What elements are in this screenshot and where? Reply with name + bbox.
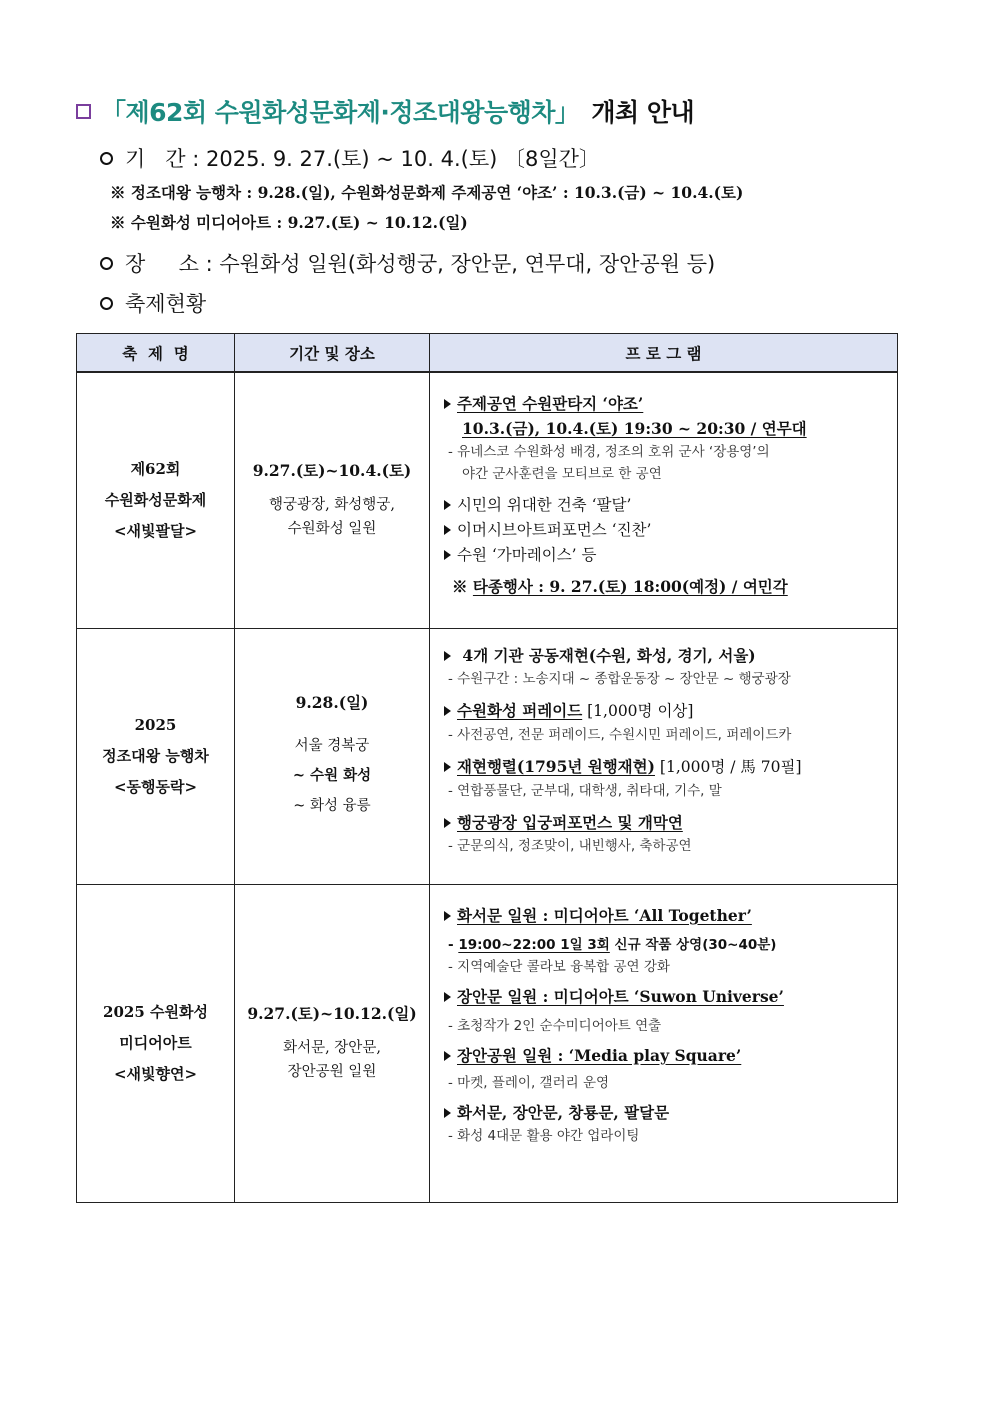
program-sub: - 19:00~22:00 1일 3회 신규 작품 상영(30~40분) — [448, 936, 777, 953]
status-line — [100, 288, 206, 318]
festival-name-cell — [77, 372, 235, 628]
period-place-cell — [235, 628, 430, 884]
period-place-cell — [235, 372, 430, 628]
program-item — [444, 493, 889, 518]
program-item-title: 장안문 일원 : 미디어아트 ‘Suwon Universe’ — [457, 986, 784, 1006]
program-item-title: 수원 ‘가마레이스’ 등 — [457, 546, 597, 564]
triangle-bullet-icon — [444, 706, 451, 716]
note-line-1: ※ 정조대왕 능행차 : 9.28.(일), 수원화성문화제 주제공연 ‘야조’ : 10.3.(금) ~ 10.4.(토) — [110, 183, 744, 202]
note-line-2: ※ 수원화성 미디어아트 : 9.27.(토) ~ 10.12.(일) — [110, 213, 468, 232]
title-suffix: 개최 안내 — [591, 98, 695, 127]
program-item-title: 타종행사 : 9. 27.(토) 18:00(예정) / 여민각 — [472, 577, 788, 596]
program-item-title: 시민의 위대한 건축 ‘팔달’ — [457, 496, 632, 514]
table-header-row — [77, 334, 898, 373]
program-item — [444, 518, 889, 543]
program-item — [444, 698, 889, 724]
festival-place-line: 화서문, 장안문, — [283, 1040, 381, 1056]
program-item — [444, 543, 889, 568]
festival-place-line: ~ 화성 융릉 — [293, 798, 371, 814]
title-main: 「제62회 수원화성문화제·정조대왕능행차」 — [101, 98, 580, 127]
program-item-title: 장안공원 일원 : ‘Media play Square’ — [457, 1045, 742, 1065]
triangle-bullet-icon — [444, 992, 451, 1002]
program-cell — [430, 884, 898, 1202]
festival-name-line: 정조대왕 능행차 — [102, 746, 209, 765]
triangle-bullet-icon — [444, 399, 451, 409]
header-program: 프 로 그 램 — [430, 334, 898, 373]
program-sub: - 사전공연, 전문 퍼레이드, 수원시민 퍼레이드, 퍼레이드카 — [448, 726, 792, 743]
program-item — [444, 391, 889, 416]
program-sub: - 지역예술단 콜라보 융복합 공연 강화 — [448, 958, 670, 975]
festival-name-line: <동행동락> — [113, 777, 198, 796]
program-sub: - 수원구간 : 노송지대 ~ 종합운동장 ~ 장안문 ~ 행궁광장 — [448, 670, 791, 687]
festival-name-line: <새빛향연> — [113, 1064, 198, 1083]
festival-place-line: 서울 경복궁 — [294, 738, 370, 754]
triangle-bullet-icon — [444, 818, 451, 828]
program-item — [444, 1100, 889, 1125]
header-festival-name: 축 제 명 — [77, 334, 235, 373]
program-sub-text: 신규 작품 상영(30~40분) — [614, 936, 777, 953]
program-item-title: 이머시브아트퍼포먼스 ‘진찬’ — [457, 521, 652, 539]
circle-bullet-icon — [100, 257, 113, 270]
program-item — [444, 1043, 889, 1068]
festival-name-line: 2025 — [134, 715, 177, 734]
circle-bullet-icon — [100, 297, 113, 310]
program-item — [444, 810, 889, 835]
festival-table — [76, 333, 898, 1203]
festival-name-cell — [77, 884, 235, 1202]
program-item-extra: [1,000명 이상] — [587, 701, 694, 720]
program-item-title: 주제공연 수원판타지 ‘야조’ — [457, 394, 644, 413]
circle-bullet-icon — [100, 152, 113, 165]
table-row — [77, 628, 898, 884]
triangle-bullet-icon — [444, 911, 451, 921]
program-item-title: 재현행렬(1795년 원행재현) — [457, 756, 655, 776]
festival-date: 9.27.(토)~10.12.(일) — [247, 1004, 417, 1023]
checkbox-square-icon — [76, 104, 91, 119]
festival-date: 9.27.(토)~10.4.(토) — [252, 461, 412, 481]
place-text: 장 소 : 수원화성 일원(화성행궁, 장안문, 연무대, 장안공원 등) — [125, 252, 716, 276]
program-cell — [430, 628, 898, 884]
program-sub: - 화성 4대문 활용 야간 업라이팅 — [448, 1127, 640, 1144]
triangle-bullet-icon — [444, 1108, 451, 1118]
program-sub-highlight: 19:00~22:00 1일 3회 — [458, 936, 610, 953]
program-sub: 야간 군사훈련을 모티브로 한 공연 — [462, 466, 662, 482]
program-item-title: 화서문 일원 : 미디어아트 ‘All Together’ — [457, 905, 752, 925]
place-line — [100, 248, 715, 278]
festival-place-line: 수원화성 일원 — [287, 521, 377, 538]
festival-name-line: <새빛팔달> — [113, 521, 198, 540]
festival-name-cell — [77, 628, 235, 884]
program-sub: - 군문의식, 정조맞이, 내빈행사, 축하공연 — [448, 837, 692, 854]
festival-date: 9.28.(일) — [295, 693, 369, 712]
program-item-extra: [1,000명 / 馬 70필] — [659, 757, 802, 776]
festival-name-line: 2025 수원화성 — [103, 1002, 208, 1021]
triangle-bullet-icon — [444, 525, 451, 535]
table-row — [77, 884, 898, 1202]
program-sub: - 유네스코 수원화성 배경, 정조의 호위 군사 ‘장용영’의 — [448, 444, 770, 460]
program-item — [444, 903, 889, 928]
program-sub: - 초청작가 2인 순수미디어아트 연출 — [448, 1017, 662, 1034]
festival-name-line: 수원화성문화제 — [104, 490, 207, 509]
reference-mark: ※ — [452, 577, 468, 596]
status-text: 축제현황 — [125, 292, 207, 316]
triangle-bullet-icon — [444, 1051, 451, 1061]
triangle-bullet-icon — [444, 762, 451, 772]
festival-place-line: 장안공원 일원 — [287, 1064, 377, 1080]
festival-name-line: 제62회 — [130, 459, 181, 478]
triangle-bullet-icon — [444, 550, 451, 560]
period-text: 기 간 : 2025. 9. 27.(토) ~ 10. 4.(토) 〔8일간〕 — [125, 147, 600, 171]
period-place-cell — [235, 884, 430, 1202]
program-sub: - 연합풍물단, 군부대, 대학생, 취타대, 기수, 말 — [448, 782, 722, 799]
triangle-bullet-icon — [444, 651, 451, 661]
program-sub: - 마켓, 플레이, 갤러리 운영 — [448, 1074, 610, 1091]
program-item — [444, 574, 889, 599]
program-item-title: 행궁광장 입궁퍼포먼스 및 개막연 — [457, 812, 683, 832]
festival-name-line: 미디어아트 — [119, 1033, 192, 1052]
program-cell — [430, 372, 898, 628]
program-item-title: 화서문, 장안문, 창룡문, 팔달문 — [457, 1102, 670, 1122]
triangle-bullet-icon — [444, 500, 451, 510]
program-item-time — [444, 416, 889, 441]
document-title — [76, 93, 694, 129]
program-item — [444, 754, 889, 780]
header-period-place: 기간 및 장소 — [235, 334, 430, 373]
festival-place-line: 행궁광장, 화성행궁, — [269, 497, 395, 514]
program-item — [444, 984, 889, 1009]
festival-place-line: ~ 수원 화성 — [292, 767, 372, 784]
program-item-title: 수원화성 퍼레이드 — [457, 700, 583, 720]
period-line — [100, 143, 600, 173]
program-item-title: 4개 기관 공동재현(수원, 화성, 경기, 서울) — [462, 645, 756, 665]
program-item — [444, 643, 889, 668]
program-time-text: 10.3.(금), 10.4.(토) 19:30 ~ 20:30 / 연무대 — [462, 419, 807, 438]
table-row — [77, 372, 898, 628]
